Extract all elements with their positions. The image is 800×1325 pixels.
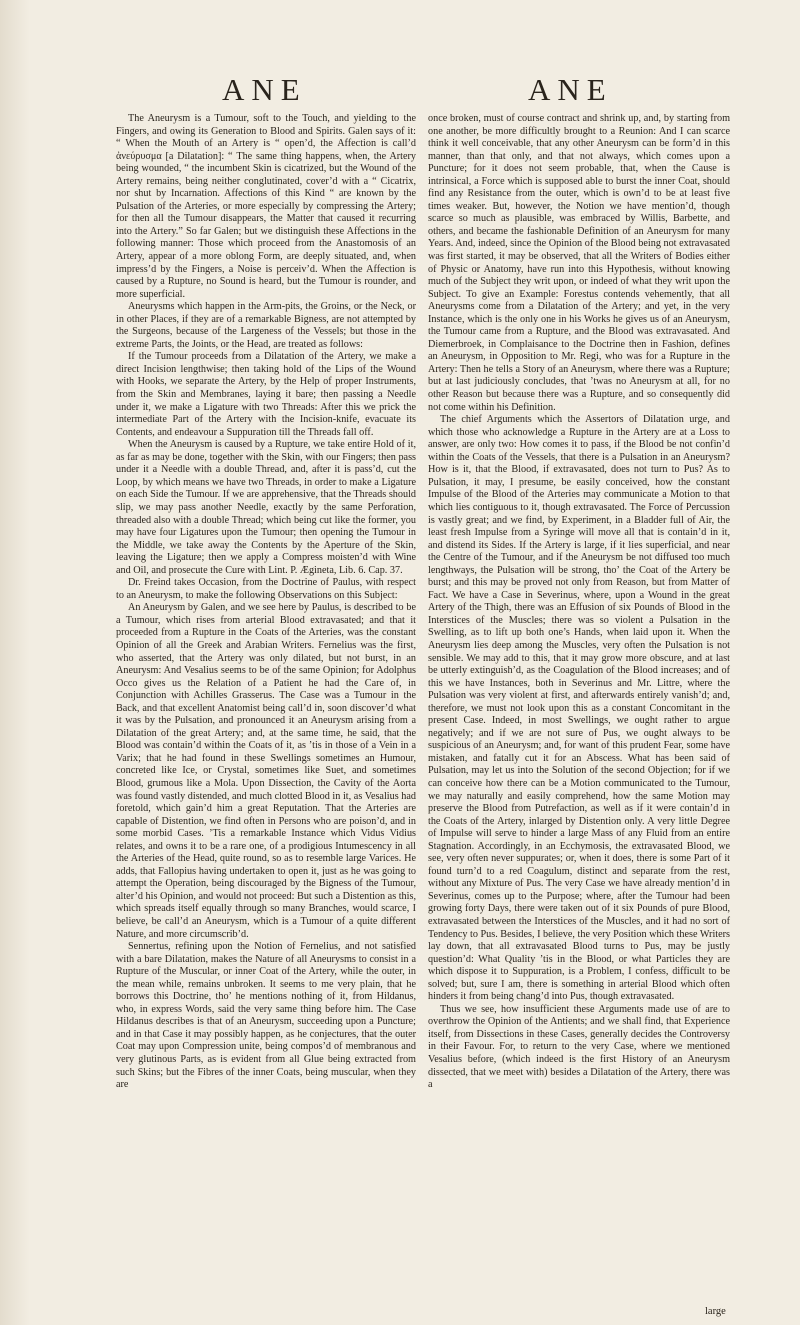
paragraph: Dr. Freind takes Occasion, from the Doctrine of Paulus, with respect to an Aneurysm, to make the following Observations on this Subject:: [116, 577, 416, 601]
paragraph: The chief Arguments which the Assertors of Dilatation urge, and which those who acknowledge a Rupture in the Artery are at a Loss to answer, are only two: How comes it to pass, if the Blood be not confin’d within the Coats of the Vessels, that there is a Pulsation in an Aneurysm? How is it, that the Blood, if extravasated, does not turn to Pus? As to Pulsation, it may, I presume, be easily conceived, how the constant Impulse of the Blood of the Arteries may communicate a Motion to that which lies contiguous to it, though extravasated. The Force of Percussion is vastly great; and we find, by Experiment, in a Bladder full of Air, the least fresh Impulse from a Syringe will move all that is contain’d in it, and distend its Sides. If the Artery is large, if it lies superficial, and near the Centre of the Tumour, and if the Aneurysm be not diffused too much lengthways, the Pulsation will be strong, tho’ the Coat of the Artery be burst; and this may be proved not only from Reason, but from Matter of Fact. We have a Case in Severinus, where, upon a Wound in the great Artery of the Thigh, there was an Effusion of six Pounds of Blood in the Interstices of the Muscles; there was so violent a Pulsation in the Swelling, as to lift up both one’s Hands, when laid upon it. When the Aneurysm lies deep among the Muscles, very often the Pulsation is not sensible. We may add to this, that it may grow more obscure, and at last be utterly extinguish’d, as the Coagulation of the Blood increases; and of this we have Instances, both in Severinus and Mr. Littre, where the Pulsation was very violent at first, and afterwards entirely vanish’d; and, therefore, we must not look upon this as a constant Concomitant in the present Case. Indeed, in most Swellings, we ought rather to argue negatively; and if we are not sure of Pus, we ought always to be suspicious of an Aneurysm; and, for want of this prudent Fear, some have mistaken, and fatally cut it for an Abscess. What has been said of Pulsation, may let us into the Solution of the second Objection; for if we can conceive how there can be a Motion communicated to the Tumour, we may naturally and easily comprehend, how the same Motion may preserve the Blood from Putrefaction, as well as if it were contain’d in the Coats of the Artery, inlarged by Distention only. A very little Degree of Impulse will serve to hinder a large Mass of any Fluid from an entire Stagnation. Accordingly, in an Ecchymosis, the extravasated Blood, we see, very often never suppurates; or, when it does, there is some Part of it found turn’d to a red Coagulum, distinct and separate from the rest, without any Mixture of Pus. The very Case we have already mention’d in Severinus, comes up to the Purpose; where, after the Tumour had been growing forty Days, there were taken out of it six Pounds of pure Blood, extravasated between the Interstices of the Muscles, and it had no sort of Tendency to Pus. Besides, I believe, the very Position which these Writers lay down, that all extravasated Blood turns to Pus, may be justly question’d: What Quality ’tis in the Blood, or what Particles they are which dispose it to Suppuration, is a Problem, I confess, difficult to be solved; but, sure I am, there is something in arterial Blood which often hinders it from being chang’d into Pus, though extravasated.: [428, 414, 730, 1003]
catchword: large: [705, 1306, 726, 1317]
paragraph: Thus we see, how insufficient these Arguments made use of are to overthrow the Opinion of the Antients; and we shall find, that Experience itself, from Dissections in these Cases, generally decides the Controversy in their Favour. For, to return to the very Case, where we mentioned Vesalius before, (which indeed is the first History of an Aneurysm dissected, that we meet with) besides a Dilatation of the Artery, there was a: [428, 1003, 730, 1091]
running-header-right: ANE: [528, 72, 613, 107]
right-text-column: [428, 113, 730, 1092]
paragraph: If the Tumour proceeds from a Dilatation of the Artery, we make a direct Incision lengthwise; then taking hold of the Lips of the Wound with Hooks, we separate the Artery, by the Help of proper Instruments, from the Skin and Membranes, laying it bare; then passing a Needle under it, we make a Ligature with two Threads: After this we prick the intermediate Part of the Artery with the Incision-knife, evacuate its Contents, and endeavour a Suppuration till the Threads fall off.: [116, 351, 416, 438]
paragraph: An Aneurysm by Galen, and we see here by Paulus, is described to be a Tumour, which rises from arterial Blood extravasated; and that it proceeded from a Rupture in the Coats of the Arteries, was the constant Opinion of all the Greek and Arabian Writers. Fernelius was the first, who asserted, that the Artery was only dilated, but not burst, in an Aneurysm: And Vesalius seems to be of the same Opinion; for Adolphus Occo gives us the Relation of a Patient he had the Care of, in Conjunction with Achilles Grasserus. The Case was a Tumour in the Back, and that excellent Anatomist being call’d in, soon discover’d what it was by the Pulsation, and pronounced it an Aneurysm arising from a Dilatation of the great Artery; and, at the same time, he said, that the Blood was contain’d within the Coats of it, as ’tis in those of a Vein in a Varix; that he had found in these Swellings sometimes an Humour, concreted like Ice, or Crystal, sometimes like Suet, and sometimes Blood, grumous like a Mola. Upon Dissection, the Cavity of the Aorta was found vastly distended, and much clotted Blood in it, as Vesalius had foretold, which gain’d him a great Reputation. That the Arteries are capable of Distention, we find often in Persons who are poison’d, and in some morbid Cases. ’Tis a remarkable Instance which Vidus Vidius relates, and owns it to be a rare one, of a prodigious Intumescency in all the Arteries of the Head, quite round, so as to resemble large Varices. He adds, that Fallopius having undertaken to open it, just as he was going to attempt the Operation, being discouraged by the Bigness of the Tumour, alter’d his Opinion, and would not proceed: But such a Distention as this, which spreads itself equally through so many Branches, would scarce, I believe, be call’d an Aneurysm, which is a Tumour of a quite different Nature, and more circumscrib’d.: [116, 602, 416, 940]
running-header-left: ANE: [222, 72, 307, 107]
paragraph: once broken, must of course contract and shrink up, and, by starting from one another, be more difficultly brought to a Reunion: And I can scarce think it well conceivable, that any other Aneurysm can be form’d in this manner, than that only, and that not always, which comes upon a Puncture; for it does not seem probable, that, when the Cause is intrinsical, a Force which is supposed able to burst the inner Coat, should find any Resistance from the outer, which is own’d to be at least five times weaker. But, however, the Notion we have mention’d, though scarce so much as plausible, was embraced by Willis, Barbette, and others, and became the fashionable Definition of an Aneurysm for many Years. And, indeed, since the Opinion of the Blood being not extravasated was first started, it may be observed, that all the Writers of Bodies either of Physic or Anatomy, have run into this Hypothesis, without knowing much of the Subject they writ upon, or indeed of what they writ upon the Subject. To give an Example: Forestus contends vehemently, that all Aneurysms come from a Dilatation of the Artery; and yet, in the very Instance, which is the only one in his Works he gives us of an Aneurysm, the Tumour came from a Rupture, and the Blood was extravasated. And Diemerbroek, in Complaisance to the Doctrine then in Fashion, defines an Aneurysm, in Opposition to Mr. Regi, who was for a Rupture in the Artery: Then he tells a Story of an Aneurysm, where there was a Rupture; but at last judiciously concludes, that ’twas no Aneurysm at all, for no other Reason but because there was a Rupture, and so consequently did not come within his Definition.: [428, 113, 730, 413]
paragraph: Aneurysms which happen in the Arm-pits, the Groins, or the Neck, or in other Places, if they are of a remarkable Bigness, are not attempted by the Surgeons, because of the Largeness of the Vessels; but those in the extreme Parts, the Joints, or the Head, are treated as follows:: [116, 301, 416, 350]
page-gutter-shadow: [0, 0, 30, 1325]
paragraph: When the Aneurysm is caused by a Rupture, we take entire Hold of it, as far as may be done, together with the Skin, with our Fingers; then pass under it a Needle with a double Thread, and, after it is pass’d, cut the Loop, by which means we have two Threads, in order to make a Ligature on each Side the Tumour. If we are apprehensive, that the Threads should slip, we may pass another Needle, exactly by the same Perforation, threaded also with a double Thread; which being cut like the former, you may have four Ligatures upon the Tumour; then opening the Tumour in the Middle, we take away the Contents by the Aperture of the Skin, leaving the Ligature; then we apply a Compress moisten’d with Wine and Oil, and prosecute the Cure with Lint. P. Ægineta, Lib. 6. Cap. 37.: [116, 439, 416, 576]
paragraph: Sennertus, refining upon the Notion of Fernelius, and not satisfied with a bare Dilatation, makes the Nature of all Aneurysms to consist in a Rupture of the Muscular, or inner Coat of the Artery, while the outer, in the mean while, remains unbroken. It seems to me very plain, that he borrows this Doctrine, tho’ he mentions nothing of it, from Hildanus, who, in express Words, said the very same thing before him. The Case Hildanus describes is that of an Aneurysm, succeeding upon a Puncture; and in that Case it may possibly happen, as he conjectures, that the outer Coat may upon Compression unite, being compos’d of membranous and very glutinous Parts, as is evident from all Glue being extracted from such Skins; but the Fibres of the inner Coats, being muscular, when they are: [116, 941, 416, 1091]
left-text-column: [116, 113, 416, 1092]
paragraph: The Aneurysm is a Tumour, soft to the Touch, and yielding to the Fingers, and owing its Generation to Blood and Spirits. Galen says of it: “ When the Mouth of an Artery is “ open’d, the Affection is call’d ἀνεύρυσμα [a Dilatation]: “ The same thing happens, when, the Artery being wounded, “ the incumbent Skin is cicatrized, but the Wound of the Artery remains, being neither conglutinated, cover’d with a “ Cicatrix, nor shut by Incarnation. Affections of this Kind “ are known by the Pulsation of the Arteries, or more especially by compressing the Artery; for then all the Tumour disappears, the Matter that caused it recurring into the Artery.” So far Galen; but we distinguish these Affections in the following manner: Those which proceed from the Anastomosis of an Artery, appear of a more oblong Form, are deeply situated, and, when impress’d by the Fingers, a Noise is perceiv’d. When the Affection is caused by a Rupture, no Sound is heard, but the Tumour is rounder, and more superficial.: [116, 113, 416, 300]
